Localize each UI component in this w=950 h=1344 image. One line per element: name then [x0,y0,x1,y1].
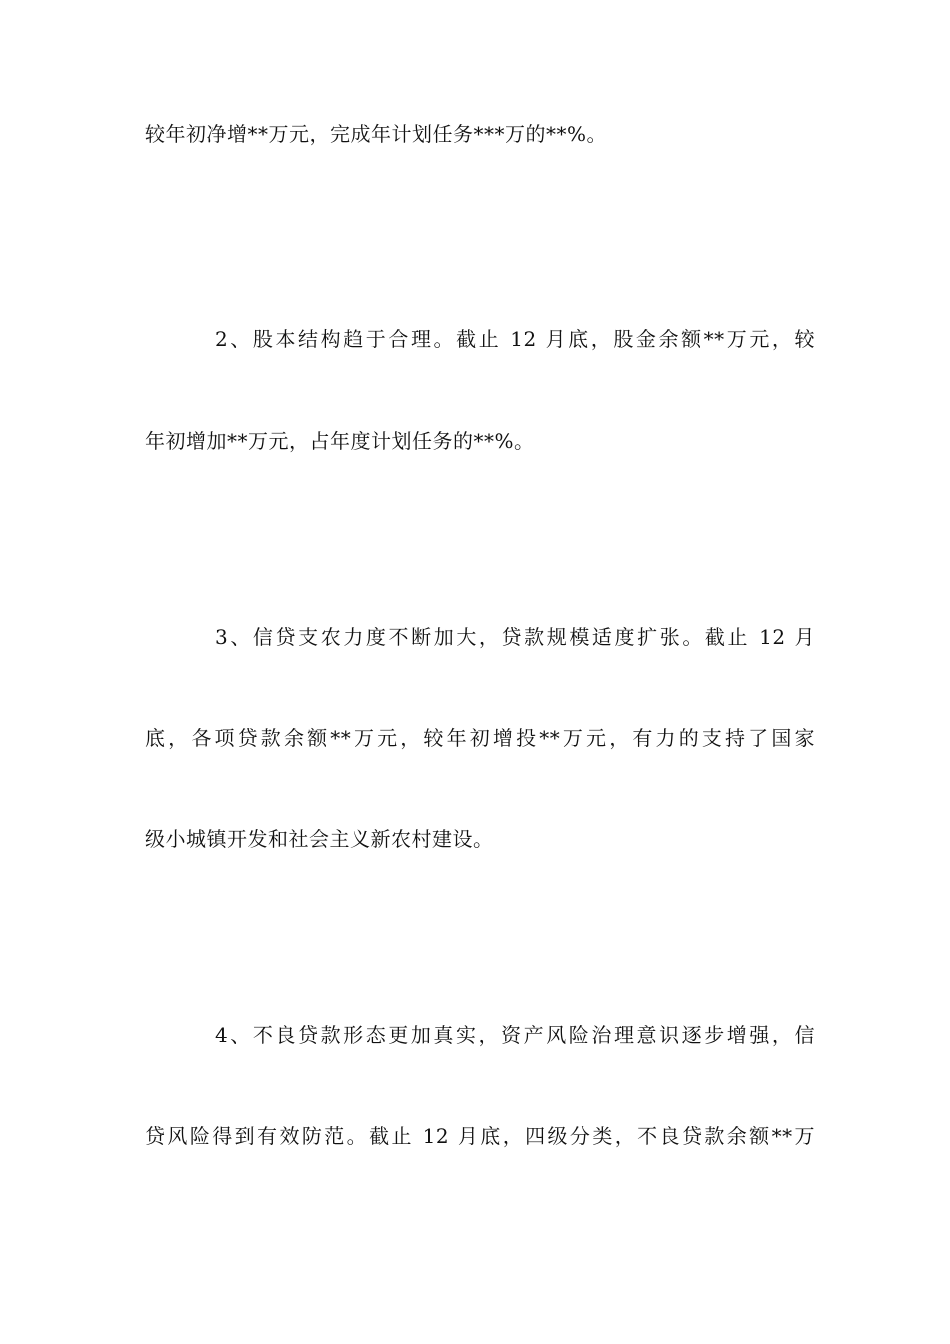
paragraph-2-line-1: 2、股本结构趋于合理。截止 12 月底，股金余额**万元，较 [215,327,815,351]
paragraph-1-line-1: 较年初净增**万元，完成年计划任务***万的**%。 [145,122,608,146]
paragraph-2-line-2: 年初增加**万元，占年度计划任务的**%。 [145,429,535,453]
paragraph-4-line-1: 4、不良贷款形态更加真实，资产风险治理意识逐步增强，信 [215,1023,815,1047]
paragraph-4-line-2: 贷风险得到有效防范。截止 12 月底，四级分类，不良贷款余额**万 [145,1124,815,1148]
paragraph-3-line-3: 级小城镇开发和社会主义新农村建设。 [145,827,494,851]
paragraph-3-line-1: 3、信贷支农力度不断加大，贷款规模适度扩张。截止 12 月 [215,625,815,649]
paragraph-3-line-2: 底，各项贷款余额**万元，较年初增投**万元，有力的支持了国家 [145,726,815,750]
